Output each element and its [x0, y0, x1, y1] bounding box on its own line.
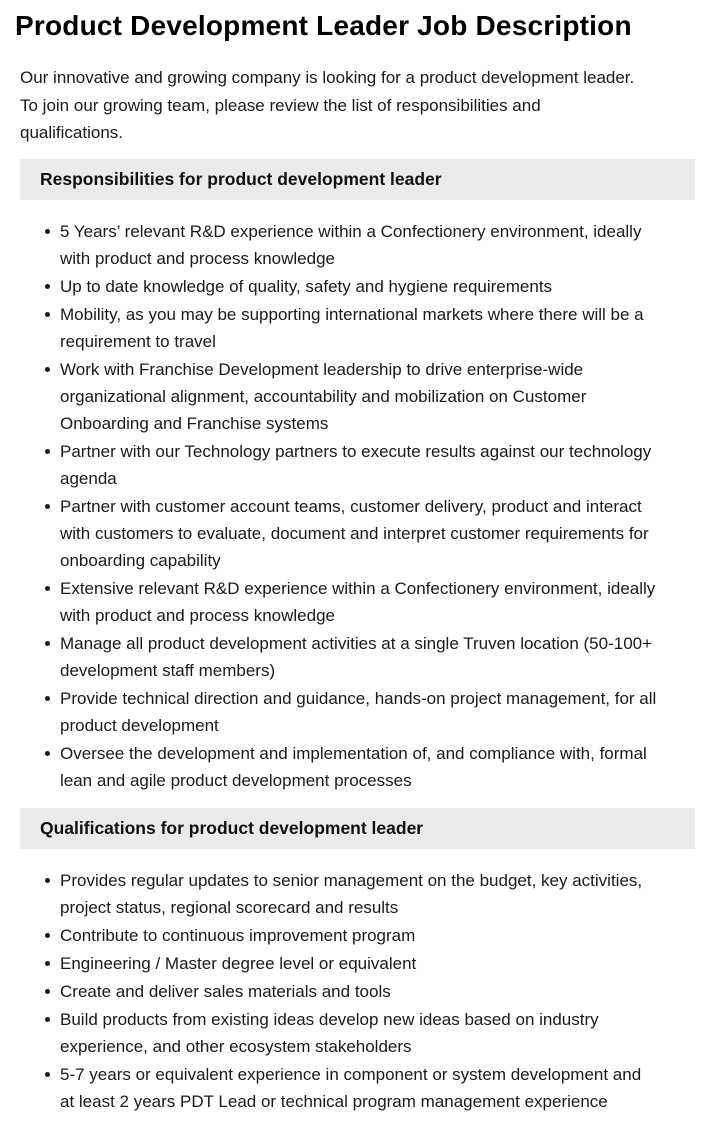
intro-paragraph: Our innovative and growing company is looking for a product development leader. To join our growing team, please review the list of responsibilities and qualifications.	[20, 68, 635, 142]
job-bullet-item: 5-7 years or equivalent experience in component or system development and at least 2 years PDT Lead or technical program management experience	[20, 1061, 660, 1115]
responsibilities-section-heading: Responsibilities for product development leader	[20, 159, 695, 200]
job-bullet-item: Build products from existing ideas develop new ideas based on industry experience, and other ecosystem stakeholders	[20, 1006, 660, 1060]
job-bullet-item: Provide technical direction and guidance, hands-on project management, for all product development	[20, 685, 660, 739]
job-bullet-item: Partner with customer account teams, customer delivery, product and interact with customers to evaluate, document and interpret customer requirements for onboarding capability	[20, 493, 660, 574]
job-bullet-item: Up to date knowledge of quality, safety and hygiene requirements	[20, 273, 660, 300]
responsibilities-list	[20, 218, 695, 794]
job-bullet-item: Extensive relevant R&D experience within a Confectionery environment, ideally with product and process knowledge	[20, 575, 660, 629]
qualifications-list	[20, 867, 695, 1115]
job-bullet-item: Mobility, as you may be supporting international markets where there will be a requirement to travel	[20, 301, 660, 355]
job-bullet-item: Engineering / Master degree level or equivalent	[20, 950, 660, 977]
job-bullet-item: Provides regular updates to senior management on the budget, key activities, project status, regional scorecard and results	[20, 867, 660, 921]
qualifications-section-heading: Qualifications for product development leader	[20, 808, 695, 849]
job-bullet-item: Contribute to continuous improvement program	[20, 922, 660, 949]
job-bullet-item: Create and deliver sales materials and tools	[20, 978, 660, 1005]
page-title: Product Development Leader Job Description	[15, 10, 632, 41]
job-bullet-item: Partner with our Technology partners to execute results against our technology agenda	[20, 438, 660, 492]
job-bullet-item: Work with Franchise Development leadership to drive enterprise-wide organizational alignment, accountability and mobilization on Customer Onboarding and Franchise systems	[20, 356, 660, 437]
job-bullet-item: Oversee the development and implementation of, and compliance with, formal lean and agile product development processes	[20, 740, 660, 794]
job-bullet-item: 5 Years’ relevant R&D experience within a Confectionery environment, ideally with product and process knowledge	[20, 218, 660, 272]
job-bullet-item: Manage all product development activities at a single Truven location (50-100+ development staff members)	[20, 630, 660, 684]
